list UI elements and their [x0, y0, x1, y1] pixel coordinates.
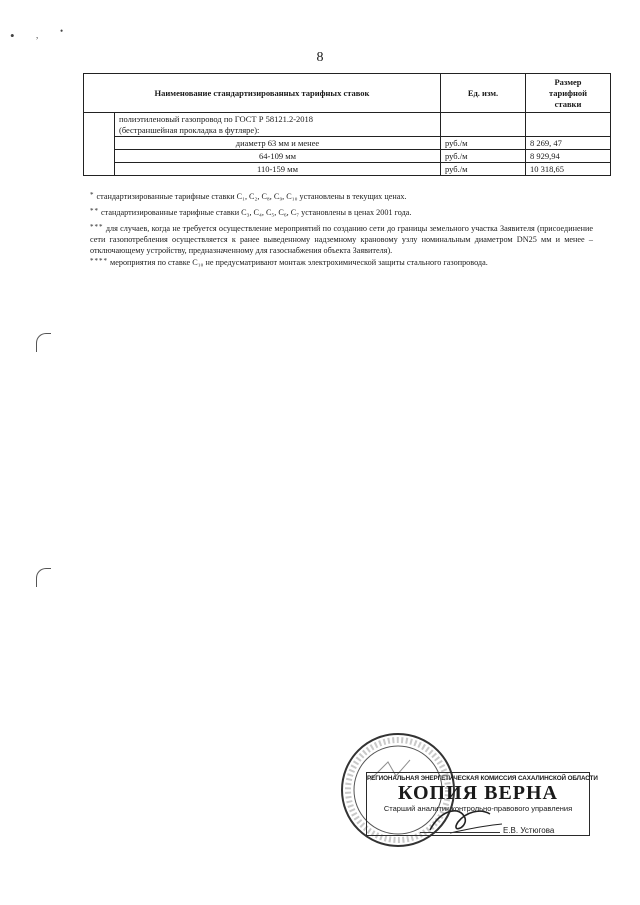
- signature-icon: [420, 800, 510, 840]
- punch-hole-lower: [36, 568, 51, 587]
- scan-mark-top-left-3: •: [60, 26, 64, 36]
- footnote-mark: *: [90, 191, 95, 199]
- footnote-mark: ***: [90, 223, 104, 231]
- footnote: [90, 256, 593, 268]
- group-line-2: (бестраншейная прокладка в футляре):: [119, 124, 260, 135]
- page-number: 8: [316, 50, 324, 65]
- group-line-1: полиэтиленовый газопровод по ГОСТ Р 58121.2-2018: [119, 114, 314, 124]
- footnotes: [90, 190, 593, 272]
- footnote-text: стандартизированные тарифные ставки C₁, C₂, C₈, C₉, C₁₀ установлены в текущих ценах.: [96, 192, 407, 201]
- table-indent-cell: [84, 113, 115, 176]
- footnote: [90, 206, 593, 218]
- table-header-row: [84, 74, 611, 113]
- footnote-mark: **: [90, 207, 99, 215]
- stamp-title: КОПИЯ ВЕРНА: [397, 782, 558, 804]
- row-unit: руб./м: [441, 163, 526, 176]
- scan-mark-top-left: •: [10, 28, 15, 43]
- group-description: [115, 113, 441, 137]
- row-label: 110-159 мм: [115, 163, 441, 176]
- row-unit: руб./м: [441, 137, 526, 150]
- table-row: [84, 150, 611, 163]
- header-rate-line-3: ставки: [554, 98, 582, 109]
- row-unit: руб./м: [441, 150, 526, 163]
- table-row: [84, 163, 611, 176]
- signature-line: [420, 832, 500, 833]
- stamp-name: Е.В. Устюгова: [503, 826, 555, 835]
- group-value-cell: [526, 113, 611, 137]
- footnote-text: мероприятия по ставке C₁₀ не предусматривают монтаж электрохимической защиты стального газопровода.: [110, 258, 488, 267]
- punch-hole-upper: [36, 333, 51, 352]
- row-value: 10 318,65: [526, 163, 611, 176]
- table-row: [84, 137, 611, 150]
- row-label: диаметр 63 мм и менее: [115, 137, 441, 150]
- footnote: [90, 222, 593, 256]
- footnote-mark: ****: [90, 257, 108, 265]
- row-value: 8 269, 47: [526, 137, 611, 150]
- header-rate-line-2: тарифной: [548, 87, 588, 98]
- table-row-group: [84, 113, 611, 137]
- group-unit-cell: [441, 113, 526, 137]
- tariff-table: [83, 73, 611, 176]
- scan-mark-top-left-2: ,: [36, 30, 39, 40]
- row-value: 8 929,94: [526, 150, 611, 163]
- row-label: 64-109 мм: [115, 150, 441, 163]
- stamp-org: РЕГИОНАЛЬНАЯ ЭНЕРГЕТИЧЕСКАЯ КОМИССИЯ САХАЛИНСКОЙ ОБЛАСТИ: [367, 775, 598, 782]
- footnote-text: для случаев, когда не требуется осуществление мероприятий по созданию сети до границы земельного участка Заявителя (присоединение сети газопотребления осуществляется к ранее выведенному надземному крановому узлу номинальным диаметром DN25 мм и менее – отключающему устройству, предназначенному для газоснабжения объекта Заявителя).: [90, 224, 594, 255]
- header-rate-line-1: Размер: [554, 76, 582, 87]
- header-unit: Ед. изм.: [441, 74, 526, 113]
- stamp-role: Старший аналитик контрольно-правового управления: [383, 804, 573, 813]
- footnote-text: стандартизированные тарифные ставки C₃, C₄, C₅, C₆, C₇ установлены в ценах 2001 года.: [101, 208, 412, 217]
- header-name: Наименование стандартизированных тарифных ставок: [84, 74, 441, 113]
- footnote: [90, 190, 593, 202]
- header-rate: [526, 74, 611, 113]
